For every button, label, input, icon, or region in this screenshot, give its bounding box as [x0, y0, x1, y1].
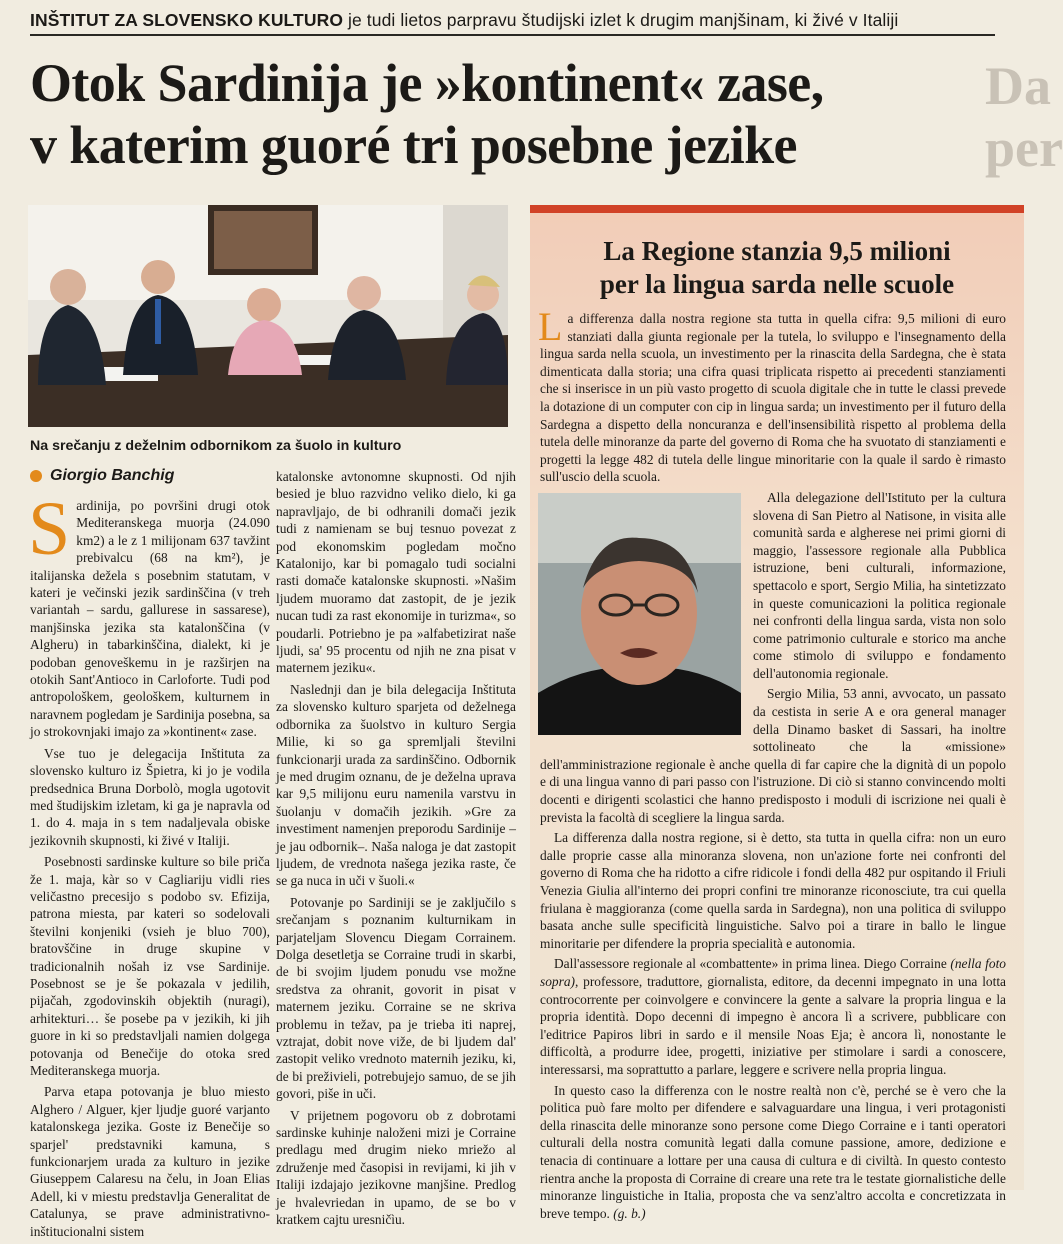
bullet-dot-icon: [30, 470, 42, 482]
paragraph: V prijetnem pogovoru ob z dobrotami sardinske kuhinje naloženi mizi je Corraine predlagu med drugim nieko mriežo al združenje med časopisi in revijami, ki jih v Italiji izdajajo jezikovne manjšine. Predlog je hvalevriedan in upamo, de se bo v kratkem cajtu uresničìu.: [276, 1107, 516, 1228]
paragraph: La differenza dalla nostra regione sta tutta in quella cifra: 9,5 milioni di euro stanziati dalla giunta regionale per la tutela, lo sviluppo e l'insegnamento della lingua sarda nella scuola, un investimento per la rinascita della Sardegna, che è stata dimenticata dalla storia; una cifra quasi triplicata rispetto ai precedenti stanziamenti che si inserisce in un più vasto progetto di scuola digitale che in tutte le classi prevede la dotazione di un computer con cip in lingua sarda; un investimento per il futuro della Sardegna a dispetto della noncuranza e dell'insensibilità rispetto al problema della tutela delle minoranze da parte del governo di Roma che ha svuotato di stanziamenti e progetti la legge 482 di tutela delle lingue minoritarie con la quale il sardo è rimasto sull'uscio della scuola.: [538, 304, 1006, 485]
paragraph: In questo caso la differenza con le nostre realtà non c'è, perché se è vero che la politica può fare molto per difendere e salvaguardare una lingua, i veri protagonisti della rinascita delle minoranze sono persone come Diego Corraine e i tanti operatori culturali della nostra comunità legati dalla comune passione, amore, dedizione e tenacia di continuare a lottare per una causa di cultura e di civiltà. In questo contesto rientra anche la proposta di Corraine di creare una rete tra le testate giornalistiche delle minoranze linguistiche in Italia, proposta che va senz'altro accolta e concretizzata in breve tempo. (g. b.): [540, 1082, 1006, 1221]
author-byline: [30, 467, 260, 485]
italian-sidebar-box: [530, 205, 1024, 1221]
headline: [30, 52, 960, 176]
sidebar-title-line-2: per la lingua sarda nelle scuole: [599, 269, 955, 299]
sidebar-body: [538, 304, 1006, 1225]
author-name: Giorgio Banchig: [50, 467, 175, 484]
headline-line-2: v katerim guoré tri posebne jezike: [30, 115, 797, 175]
paragraph: Alla delegazione dell'Istituto per la cultura slovena di San Pietro al Natisone, in visita alle comunità sarda e algherese nei primi giorni di maggio, l'assessore regionale alla Pubblica istruzione, beni culturali, informazione, spettacolo e sport, Sergio Milia, ha sintetizzato in queste comunicazioni la politica regionale nei confronti della lingua sarda, vista non solo come patrimonio culturale e storico ma anche come stimolo di sviluppo e fondamento dell'autonomia regionale.: [753, 489, 1006, 681]
drop-cap: S: [28, 487, 71, 571]
article-column-2: [276, 468, 516, 1232]
paragraph: Dall'assessore regionale al «combattente» in prima linea. Diego Corraine (nella foto sopra), professore, traduttore, giornalista, editore, da decenni impegnato in una lotta controcorrente per coinvolgere e convincere la gente a salvare la propria lingua e la propria identità. Dopo decenni di impegno è ancora lì a scrivere, pubblicare con l'editrice Papiros libri in sardo e il mensile Noas Eja; è ancora lì, nonostante le difficoltà, a produrre idee, progetti, iniziative per stimolare i sardi a conoscere, interessarsi, ma soprattutto a parlare, leggere e scrivere nella propria lingua.: [540, 956, 1006, 1077]
paragraph: katalonske avtonomne skupnosti. Od njih besied je bluo razvidno veliko dielo, ki ga napravljajo, de bi odhranili domači jezik tudi z namienam se buj tesnuo povezat z pod ekonomskim pogledam močno Katalonijo, kar bi pomagalo tudi socialni rasti domače katalonske skupnosti. »Našim ljudem muoramo dat zastopit, de je jezik nucan tudi za rast ekonomije in turizma«, so poudarli. Potriebno je pa »alfabetizirat naše ljudi, sa' 95 procentu od njih ne zna pisat v maternem jeziku«.: [276, 469, 516, 676]
kicker-text: je tudi lietos parpravu študijski izlet k drugim manjšinam, ki živé v Italiji: [343, 10, 899, 30]
sidebar-title: [530, 235, 1024, 301]
drop-cap: L: [538, 304, 563, 349]
paragraph: Sergio Milia, 53 anni, avvocato, un passato da cestista in serie A e ora general manager della Dinamo basket di Sassari, ha inoltre sottolineato che la «missione» dell'amministrazione regionale è anche quella di far capire che la dignità di un popolo e di una lingua vanno di pari passo con l'istruzione. Di ciò si stanno convincendo molti docenti e dirigenti scolastici che hanno predisposto i moduli di iscrizione nei quali è prevista la facoltà di scegliere la lingua sarda.: [540, 686, 1006, 825]
headline-line-1: Otok Sardinija je »kontinent« zase,: [30, 53, 824, 113]
paragraph: Naslednji dan je bila delegacija Inštituta za slovensko kulturo sparjeta od deželnega odbornika za šuolstvo in kulturo Sergia Milie, ki so ga spremljali številni funkcionarji urada za sardinščino. Odbornik je med drugim oznanu, de je deželna uprava kar 9,5 milijonu euru namenila varstvu in šuolanju v domačih jezikih. »Gre za investiment namenjen preporodu Sardinije – je jau odbornik–. Naša naloga je dat zastopit ljudem, de vrednota našega jezika raste, če se ga nuca in uči v šuoli.«: [276, 681, 516, 889]
neighbor-page-bleed: Da per: [985, 56, 1063, 178]
photo-caption: Na srečanju z deželnim odbornikom za šuolo in kulturo: [30, 438, 402, 454]
paragraph: La differenza dalla nostra regione, si è detto, sta tutta in quella cifra: non un euro dalle proprie casse alla minoranza slovena, non un'azione forte nei confronti del governo di Roma che ha ridotto a cifre ridicole i fondi della 482 pur ospitando il Friuli Venezia Giulia all'interno dei propri confini tre minoranze riconosciute, tra cui quella friulana è maggioranza (come quella sarda in Sardegna), non una politica di sviluppo basata anche sulle specificità linguistiche. Salvo poi a tirare in ballo le lingue minoritarie per difendere la propria specialità e autonomia.: [540, 830, 1006, 951]
kicker-org: INŠTITUT ZA SLOVENSKO KULTURO: [30, 10, 344, 30]
paragraph: Posebnosti sardinske kulture so bile priča že 1. maja, kàr so v Cagliariju vidli ries veličastno precesijo s podobo sv. Efizija, patrona miesta, par kateri so sodelovali številni konjeniki (vsieh je bluo 700), bratovščine in druge skupine v tradicionalnih nošah iz vse Sardinije. Posebnost se je še pokazala v jedilih, pijačah, zgodovinskih objektih (nuragi), arhitekturi… še posebe pa v jezikih, ki jih guore in ki so predstavljali namien dolgega potovanja od Benečije do otoka sred Mediteranskega muorja.: [30, 854, 270, 1078]
paragraph: Potovanje po Sardiniji se je zaključilo s srečanjam s poznanim kulturnikam in parjateljam Slovencu Diegam Corrainem. Dolga desetletja se Corraine trudi in skarbi, de bi svojim ljudem ponudu vse možne sredstva za ohranit, govorit in pisat v maternem jeziku. Corraine se ne skriva problemu in težav, pa je trieba iti naprej, vztrajat, dobit nove viže, de bi ljudem dal' zastopit veliko vrednoto maternih jeziku, ki, de bi preživieli, potrebujejo samuo, de se jih govori, piše in uči.: [276, 894, 516, 1102]
portrait-photo: [538, 493, 741, 735]
paragraph: Parva etapa potovanja je bluo miesto Alghero / Alguer, kjer ljudje guoré varjanto katalonskega jezika. Goste iz Benečije so sparjel' predstavniki kamuna, s funkcionarjem urada za kulturo in jezike Giuseppem Calaresu na čelu, in Joan Elias Adell, ki v miestu predstavlja Generalitat de Catalunya, se prave administrativno-inštitucionalni sistem: [30, 1084, 270, 1239]
sidebar-title-line-1: La Regione stanzia 9,5 milioni: [603, 236, 951, 266]
paragraph: Sardinija, po površini drugi otok Mediteranskega muorja (24.090 km2) a le z 1 milijonam 637 tavžint prebivalcu (68 na km²), je italijanska dežela s posebnim statutam, v kateri je večinski jezik sardinščina (v treh variantah – sardu, gallurese in sassarese), manjšinska jezika sta katalonščina (v Algheru) in tabarkinščina, dialekt, ki je podoban genoveškemu in je razširjen na otokih Sant'Antioco in Carloforte. Tudi pod antropološkem, geološkem, kulturnem in naravnem pogledam je Sardinija posebna, sa jo strokovnjaki imajo za »kontinent« zase.: [28, 487, 270, 740]
meeting-photo: [28, 205, 508, 427]
article-column-1: [28, 487, 270, 1244]
kicker-line: [30, 10, 995, 36]
paragraph: Vse tuo je delegacija Inštituta za slovensko kulturo iz Špietra, ki jo je vodila predsednica Bruna Dorbolò, mogla ugotovit med študijskim izletam, ki ga je napravla od 1. do 4. maja in s tem nadaljevala obiske jezikovnih skupnosti, ki živé v Italiji.: [30, 745, 270, 848]
